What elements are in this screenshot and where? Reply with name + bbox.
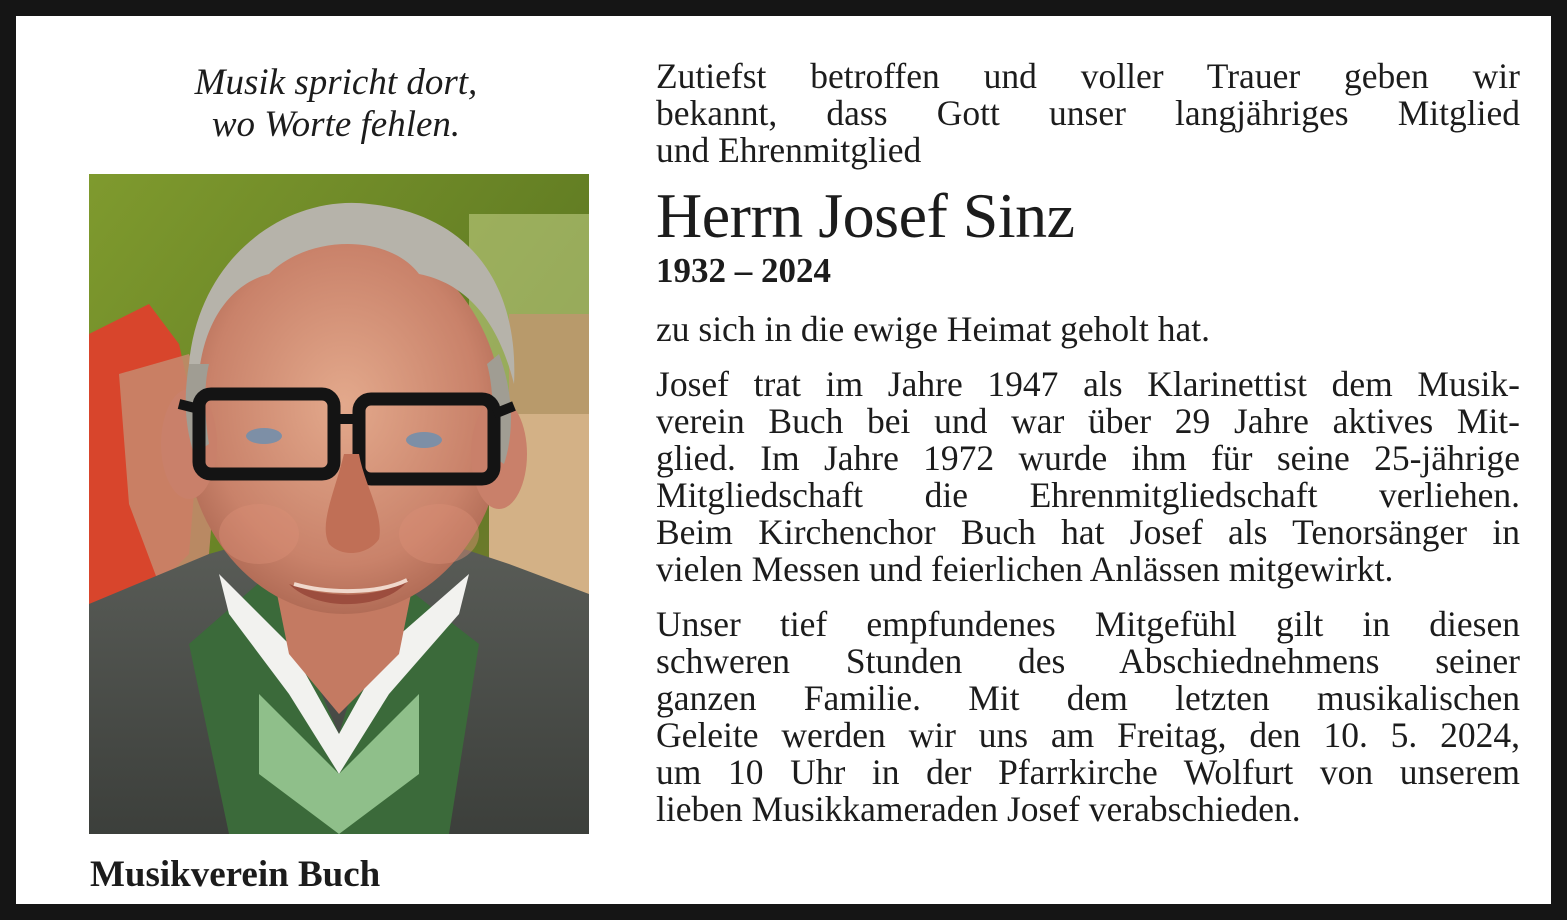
biography-line: Mitgliedschaft die Ehrenmitgliedschaft verliehen. (656, 475, 1520, 515)
biography-line: Beim Kirchenchor Buch hat Josef als Tenorsänger in (656, 512, 1520, 552)
condolence-line: schweren Stunden des Abschiednehmens seiner (656, 641, 1520, 681)
biography-paragraph (656, 366, 1520, 588)
motto (126, 62, 546, 146)
deceased-name: Herrn Josef Sinz (656, 180, 1075, 251)
deceased-years: 1932 – 2024 (656, 251, 831, 290)
intro-line: bekannt, dass Gott unser langjähriges Mitglied (656, 93, 1520, 133)
biography-line: vielen Messen und feierlichen Anlässen mitgewirkt. (656, 549, 1394, 589)
condolence-line: Unser tief empfundenes Mitgefühl gilt in diesen (656, 604, 1520, 644)
condolence-line: Geleite werden wir uns am Freitag, den 10. 5. 2024, (656, 715, 1520, 755)
biography-line: Josef trat im Jahre 1947 als Klarinettist dem Musik- (656, 364, 1520, 404)
condolence-paragraph (656, 606, 1520, 828)
organization-signature: Musikverein Buch (90, 854, 381, 895)
motto-line-1: Musik spricht dort, (194, 62, 478, 103)
condolence-line: ganzen Familie. Mit dem letzten musikalischen (656, 678, 1520, 718)
intro-line: und Ehrenmitglied (656, 130, 922, 170)
condolence-line: lieben Musikkameraden Josef verabschieden. (656, 789, 1301, 829)
biography-line: glied. Im Jahre 1972 wurde ihm für seine 25-jährige (656, 438, 1520, 478)
obituary-text (656, 58, 1520, 828)
motto-line-2: wo Worte fehlen. (211, 104, 461, 145)
called-home-line (656, 311, 1520, 348)
condolence-line: um 10 Uhr in der Pfarrkirche Wolfurt von unserem (656, 752, 1520, 792)
biography-line: verein Buch bei und war über 29 Jahre aktives Mit- (656, 401, 1520, 441)
intro-line: Zutiefst betroffen und voller Trauer geben wir (656, 56, 1520, 96)
intro-paragraph (656, 58, 1520, 169)
portrait-photo (89, 174, 589, 834)
called-home-text: zu sich in die ewige Heimat geholt hat. (656, 309, 1211, 349)
